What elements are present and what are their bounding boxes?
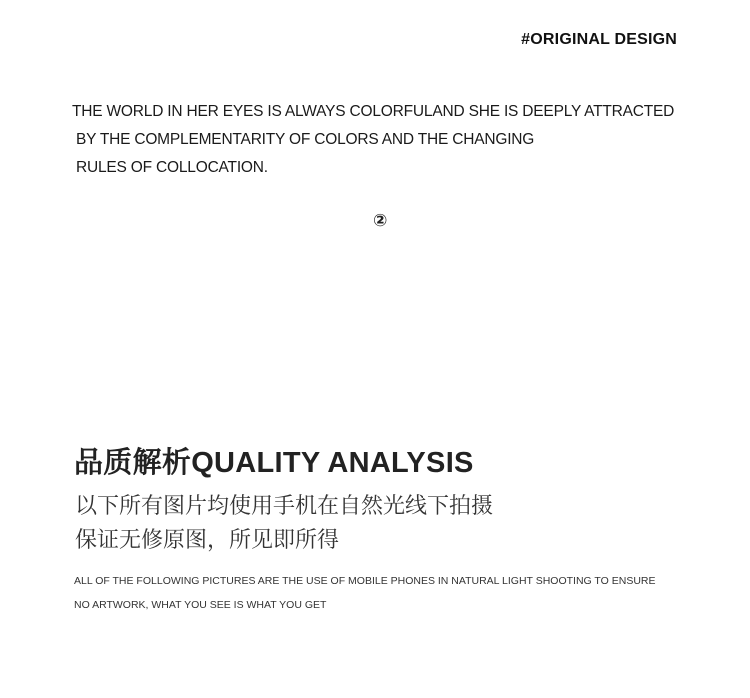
intro-line-3: RULES OF COLLOCATION. [76,159,268,176]
intro-line-2: BY THE COMPLEMENTARITY OF COLORS AND THE CHANGING [76,131,535,148]
quality-description-chinese [75,490,493,558]
original-design-tag: #ORIGINAL DESIGN [521,31,677,48]
quality-analysis-title: 品质解析QUALITY ANALYSIS [74,447,474,479]
en-line-2: NO ARTWORK, WHAT YOU SEE IS WHAT YOU GET [74,599,327,611]
quality-description-english [74,569,694,617]
cn-line-1: 以下所有图片均使用手机在自然光线下拍摄 [75,494,494,519]
section-number-marker: ② [373,211,388,231]
intro-text [72,98,692,182]
en-line-1: ALL OF THE FOLLOWING PICTURES ARE THE USE OF MOBILE PHONES IN NATURAL LIGHT SHOOTING TO ENSURE [74,575,656,587]
cn-line-2: 保证无修原图，所见即所得 [75,528,340,553]
intro-line-1: THE WORLD IN HER EYES IS ALWAYS COLORFULAND SHE IS DEEPLY ATTRACTED [72,103,675,120]
